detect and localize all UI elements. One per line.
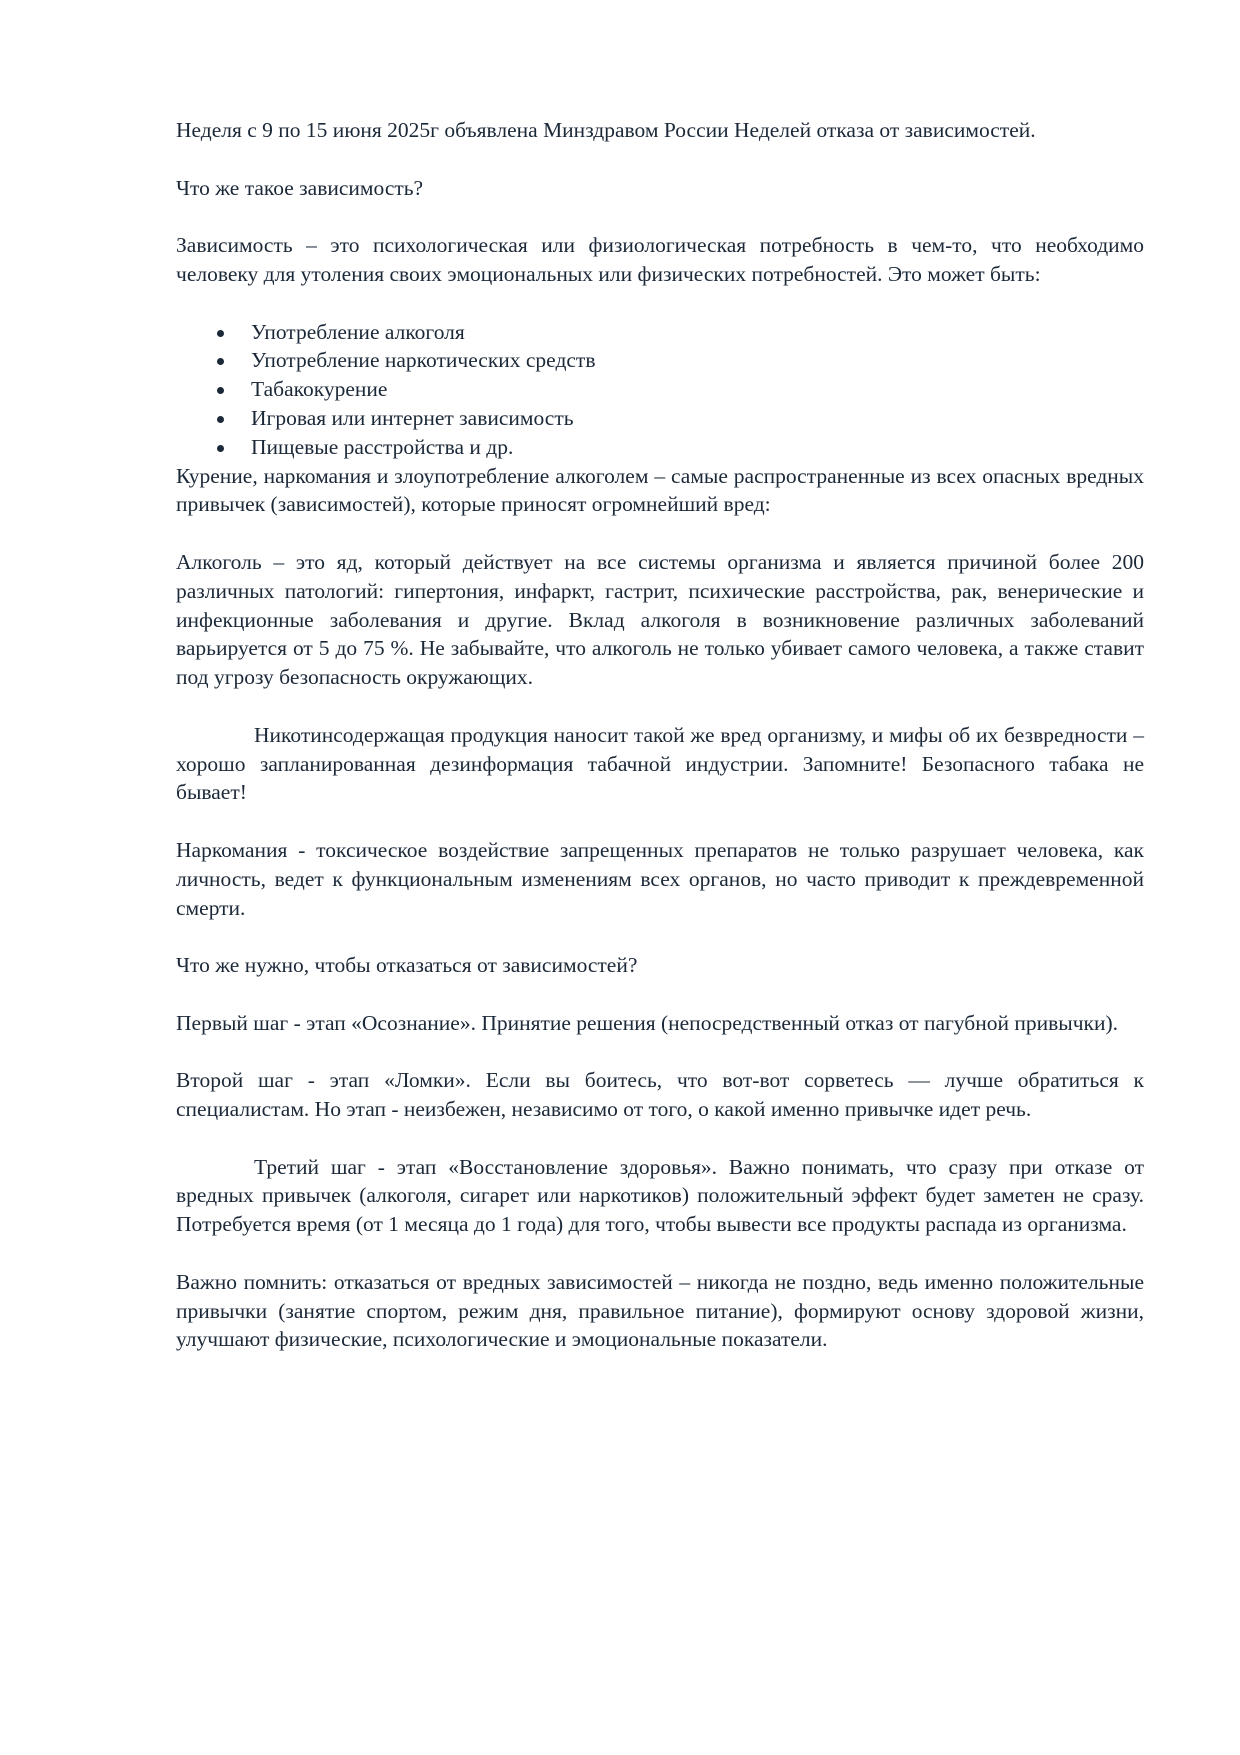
spacer [176, 1038, 1144, 1067]
addiction-list [176, 318, 1144, 462]
question-heading-2: Что же нужно, чтобы отказаться от зависимостей? [176, 953, 638, 978]
conclusion-paragraph: Важно помнить: отказаться от вредных зависимостей – никогда не поздно, ведь именно положительные привычки (занятие спортом, режим дня, правильное питание), формируют основу здоровой жизни, улучшают физические, психологические и эмоциональные показатели. [176, 1269, 1144, 1352]
bullet-icon [217, 358, 224, 365]
spacer [176, 289, 1144, 318]
intro-paragraph: Неделя с 9 по 15 июня 2025г объявлена Минздравом России Неделей отказа от зависимостей. [176, 118, 1036, 142]
step1-paragraph: Первый шаг - этап «Осознание». Принятие решения (непосредственный отказ от пагубной привычки). [176, 1010, 1119, 1035]
spacer [176, 692, 1144, 721]
list-item: Табакокурение [176, 375, 1144, 404]
definition-paragraph: Зависимость – это психологическая или физиологическая потребность в чем-то, что необходимо человеку для утоления своих эмоциональных или физических потребностей. Это может быть: [176, 233, 1144, 286]
step3-paragraph: Третий шаг - этап «Восстановление здоровья». Важно понимать, что сразу при отказе от вредных привычек (алкоголя, сигарет или наркотиков) положительный эффект будет заметен не сразу. Потребуется время (от 1 месяца до 1 года) для того, чтобы вывести все продукты распада из организма. [176, 1154, 1144, 1237]
spacer [176, 1124, 1144, 1153]
step2-paragraph: Второй шаг - этап «Ломки». Если вы боитесь, что вот-вот сорветесь — лучше обратиться к специалистам. Но этап - неизбежен, независимо от того, о какой именно привычке идет речь. [176, 1068, 1144, 1122]
spacer [176, 202, 1144, 231]
spacer [176, 807, 1144, 836]
list-item: Пищевые расстройства и др. [176, 433, 1144, 462]
bullet-icon [217, 445, 224, 452]
bullet-icon [217, 416, 224, 423]
habits-paragraph: Курение, наркомания и злоупотребление алкоголем – самые распространенные из всех опасных вредных привычек (зависимостей), которые приносят огромнейший вред: [176, 463, 1144, 517]
spacer [176, 145, 1144, 174]
list-item: Игровая или интернет зависимость [176, 404, 1144, 433]
alcohol-paragraph: Алкоголь – это яд, который действует на все системы организма и является причиной более 200 различных патологий: гипертония, инфаркт, гастрит, психические расстройства, рак, венерические и инфекционные заболевания и другие. Вклад алкоголя в возникновение различных заболеваний варьируется от 5 до 75 %. Не забывайте, что алкоголь не только убивает самого человека, а также ставит под угрозу безопасность окружающих. [176, 549, 1144, 690]
question-heading: Что же такое зависимость? [176, 175, 424, 200]
spacer [176, 1239, 1144, 1268]
spacer [176, 980, 1144, 1009]
bullet-icon [217, 330, 224, 337]
list-item: Употребление наркотических средств [176, 346, 1144, 375]
spacer [176, 922, 1144, 951]
spacer [176, 519, 1144, 548]
nicotine-paragraph: Никотинсодержащая продукция наносит такой же вред организму, и мифы об их безвредности – хорошо запланированная дезинформация табачной индустрии. Запомните! Безопасного табака не бывает! [176, 722, 1144, 805]
list-item: Употребление алкоголя [176, 318, 1144, 347]
bullet-icon [217, 387, 224, 394]
document-page [176, 116, 1144, 1354]
drugs-paragraph: Наркомания - токсическое воздействие запрещенных препаратов не только разрушает человека, как личность, ведет к функциональным изменениям всех органов, но часто приводит к преждевременной смерти. [176, 837, 1144, 920]
